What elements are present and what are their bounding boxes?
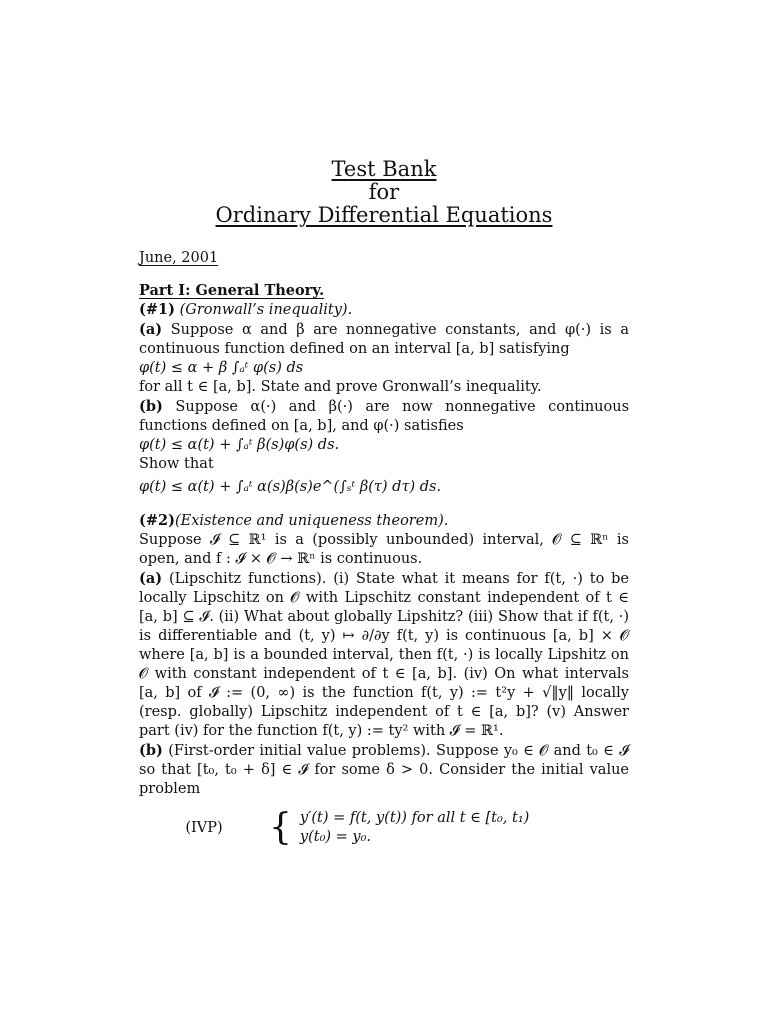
problem-1a-label: (a) [139, 321, 163, 338]
ivp-lines [300, 809, 529, 847]
problem-1b [139, 397, 629, 436]
content [139, 281, 629, 847]
date: June, 2001 [139, 250, 219, 266]
problem-1a-text: Suppose α and β are nonnegative constants, and φ(·) is a continuous function defined on an interval [a, b] satisfying [139, 322, 629, 357]
problem-1b-text: Suppose α(·) and β(·) are now nonnegative continuous functions defined on [a, b], and φ(·) satisfies [139, 399, 630, 434]
part-heading: Part I: General Theory. [139, 282, 325, 299]
problem-1a [139, 320, 629, 359]
ivp-line-1: y′(t) = f(t, y(t)) for all t ∈ [t₀, t₁) [299, 810, 530, 826]
problem-2b [139, 741, 629, 799]
title-line-1: Test Bank [331, 157, 437, 181]
problem-2-label: (Existence and uniqueness theorem). [174, 513, 449, 529]
problem-2-header [139, 511, 629, 531]
show-that: Show that [139, 456, 214, 472]
ivp-system [139, 809, 629, 847]
problem-1-label: (Gronwall’s inequality). [179, 302, 353, 318]
title-line-3: Ordinary Differential Equations [215, 203, 553, 227]
problem-1-number: (#1) [139, 301, 175, 318]
problem-1b-label: (b) [139, 398, 163, 415]
title-line-2: for [368, 180, 400, 204]
problem-1-header [139, 300, 629, 320]
problem-2b-label: (b) [139, 742, 163, 759]
problem-2a [139, 569, 629, 741]
ivp-line-2: y(t₀) = y₀. [299, 829, 372, 845]
brace-symbol: { [269, 807, 292, 848]
equation-2: φ(t) ≤ α(t) + ∫ₐᵗ β(s)φ(s) ds. [139, 437, 340, 453]
problem-2-intro: Suppose 𝓘 ⊆ ℝ¹ is a (possibly unbounded) interval, 𝓞 ⊆ ℝⁿ is open, and f : 𝓘 × 𝓞 → ℝⁿ is continuous. [139, 532, 629, 567]
equation-1: φ(t) ≤ α + β ∫ₐᵗ φ(s) ds [139, 360, 304, 376]
title-block [0, 158, 768, 227]
ivp-label: (IVP) [185, 819, 223, 836]
problem-2b-text: (First-order initial value problems). Suppose y₀ ∈ 𝓞 and t₀ ∈ 𝓘 so that [t₀, t₀ + δ] ∈ 𝓘 for some δ > 0. Consider the initial value problem [139, 743, 630, 797]
problem-2a-text: (Lipschitz functions). (i) State what it means for f(t, ·) to be locally Lipschitz on 𝓞 with Lipschitz constant independent of t ∈ [a, b] ⊆ 𝓘. (ii) What about globally Lipshitz? (iii) Show that if f(t, ·) is differentiable and (t, y) ↦ ∂/∂y f(t, y) is continuous [a, b] × 𝓞 where [a, b] is a bounded interval, then f(t, ·) is locally Lipshitz on 𝓞 with constant independent of t ∈ [a, b]. (iv) On what intervals [a, b] of 𝓘 := (0, ∞) is the function f(t, y) := t²y + √‖y‖ locally (resp. globally) Lipschitz independent of t ∈ [a, b]? (v) Answer part (iv) for the function f(t, y) := ty² with 𝓘 = ℝ¹. [139, 571, 629, 739]
problem-2-number: (#2) [139, 512, 175, 529]
equation-3: φ(t) ≤ α(t) + ∫ₐᵗ α(s)β(s)e^(∫ₛᵗ β(τ) dτ) ds. [139, 479, 442, 495]
problem-1a-after: for all t ∈ [a, b]. State and prove Gronwall’s inequality. [139, 379, 542, 395]
problem-2a-label: (a) [139, 570, 163, 587]
